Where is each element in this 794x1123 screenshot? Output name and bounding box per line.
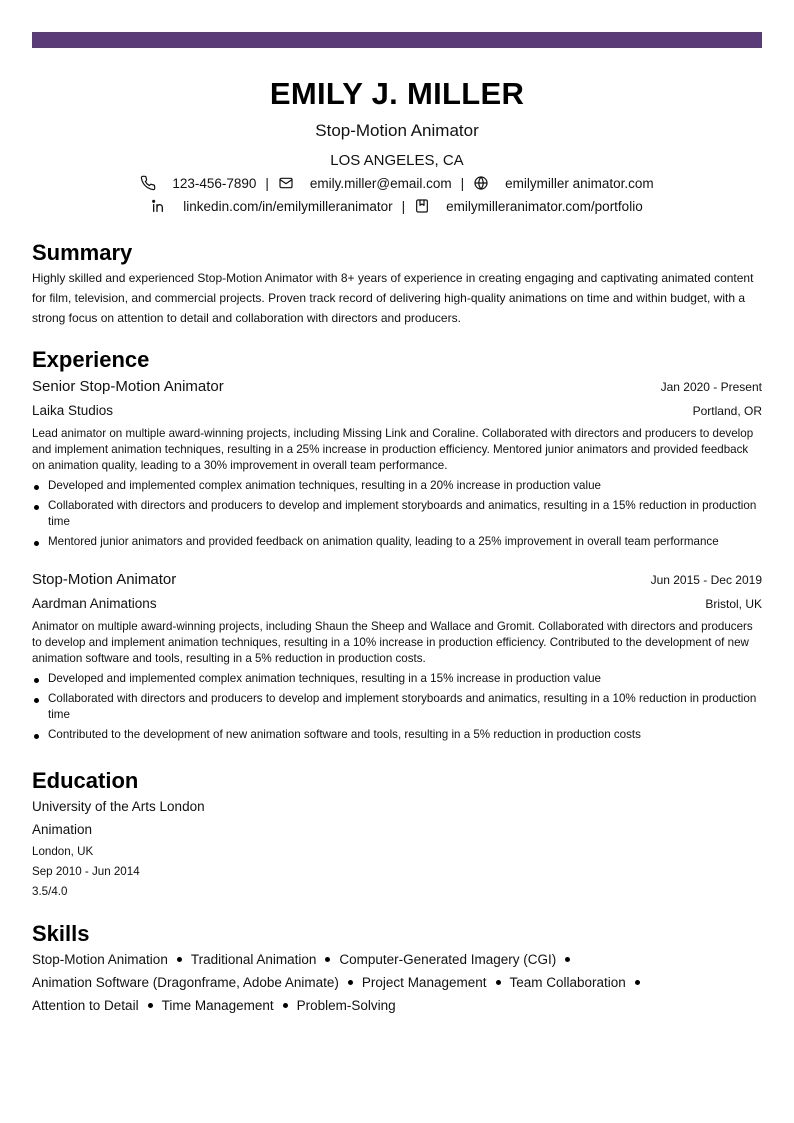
- bullet-dot: [635, 980, 640, 985]
- job-title: Senior Stop-Motion Animator: [32, 378, 224, 395]
- skills-line: [32, 952, 579, 967]
- candidate-name: EMILY J. MILLER: [269, 76, 525, 111]
- email-contact[interactable]: [278, 175, 452, 191]
- portfolio-contact[interactable]: [414, 198, 643, 214]
- job-dates: Jun 2015 - Dec 2019: [650, 573, 762, 587]
- contact-row-primary: [32, 173, 762, 193]
- bullet-dot: [565, 957, 570, 962]
- education-school: University of the Arts London: [32, 799, 205, 814]
- separator: |: [265, 175, 269, 191]
- accent-bar: [32, 32, 762, 48]
- skill-item: Time Management: [161, 998, 274, 1013]
- job-title: Stop-Motion Animator: [32, 571, 177, 588]
- skill-item: Attention to Detail: [32, 998, 139, 1013]
- summary-text: Highly skilled and experienced Stop-Motion Animator with 8+ years of experience in creating engaging and captivating animated content for film, television, and commercial projects. Proven track record of delivering high-quality animations on time and within budget, with a strong focus on attention to detail and collaboration with directors and producers.: [32, 271, 754, 325]
- mail-icon: [278, 175, 294, 191]
- bullet-item: Contributed to the development of new animation software and tools, resulting in a 5% reduction in production costs: [32, 727, 762, 743]
- phone-text: 123-456-7890: [172, 175, 257, 191]
- education-dates: Sep 2010 - Jun 2014: [32, 865, 140, 878]
- skill-item: Stop-Motion Animation: [32, 952, 168, 967]
- job-bullets: [32, 478, 762, 554]
- job-company: Laika Studios: [32, 403, 114, 418]
- bullet-dot: [177, 957, 182, 962]
- linkedin-icon: [151, 198, 167, 214]
- job-location: Bristol, UK: [705, 597, 762, 611]
- job-company: Aardman Animations: [32, 596, 157, 611]
- skill-item: Team Collaboration: [509, 975, 626, 990]
- bullet-item: Developed and implemented complex animation techniques, resulting in a 20% increase in production value: [32, 478, 762, 494]
- education-heading: Education: [32, 768, 139, 793]
- skills-line: [32, 975, 649, 990]
- email-text: emily.miller@email.com: [309, 175, 452, 191]
- separator: |: [401, 198, 406, 214]
- job-location: Portland, OR: [692, 404, 762, 418]
- linkedin-text: linkedin.com/in/emilymilleranimator: [183, 198, 393, 214]
- skill-item: Project Management: [361, 975, 487, 990]
- phone-icon: [140, 175, 156, 191]
- portfolio-text: emilymilleranimator.com/portfolio: [446, 198, 643, 214]
- candidate-title: Stop-Motion Animator: [315, 121, 479, 140]
- summary-heading: Summary: [32, 240, 133, 265]
- bullet-dot: [325, 957, 330, 962]
- website-contact[interactable]: [473, 175, 654, 191]
- job-description: Animator on multiple award-winning projects, including Shaun the Sheep and Wallace and Gromit. Collaborated with directors and producers to develop and implement animation techniques, resulting in a 10% increase in production efficiency. Contributed to the development of new animation software and tools, resulting in a 5% reduction in production costs.: [32, 620, 753, 665]
- contact-row-secondary: [32, 196, 762, 216]
- skill-item: Traditional Animation: [190, 952, 317, 967]
- experience-heading: Experience: [32, 347, 150, 372]
- skill-item: Computer-Generated Imagery (CGI): [339, 952, 557, 967]
- bullet-item: Developed and implemented complex animation techniques, resulting in a 15% increase in production value: [32, 671, 762, 687]
- job-bullets: [32, 671, 762, 747]
- linkedin-contact[interactable]: [151, 198, 392, 214]
- bullet-dot: [348, 980, 353, 985]
- education-degree: Animation: [32, 822, 93, 837]
- bullet-item: Mentored junior animators and provided feedback on animation quality, leading to a 25% improvement in overall team performance: [32, 534, 762, 550]
- bullet-item: Collaborated with directors and producers to develop and implement storyboards and animatics, resulting in a 10% reduction in production time: [32, 691, 762, 723]
- skill-item: Animation Software (Dragonframe, Adobe Animate): [32, 975, 339, 990]
- skills-line: [32, 998, 396, 1013]
- skills-heading: Skills: [32, 921, 90, 946]
- portfolio-icon: [414, 198, 430, 214]
- bullet-dot: [148, 1003, 153, 1008]
- job-description: Lead animator on multiple award-winning projects, including Missing Link and Coraline. Collaborated with directors and producers to develop and implement animation techniques, resulting in a 25% increase in production efficiency. Mentored junior animators and provided feedback on animation quality, leading to a 30% improvement in overall team performance.: [32, 427, 754, 472]
- education-location: London, UK: [32, 845, 94, 858]
- separator: |: [460, 175, 465, 191]
- globe-icon: [473, 175, 489, 191]
- education-gpa: 3.5/4.0: [32, 885, 68, 898]
- candidate-location: LOS ANGELES, CA: [330, 152, 464, 169]
- bullet-item: Collaborated with directors and producers to develop and implement storyboards and animatics, resulting in a 15% reduction in production time: [32, 498, 762, 530]
- bullet-dot: [496, 980, 501, 985]
- job-dates: Jan 2020 - Present: [660, 380, 762, 394]
- website-text: emilymiller animator.com: [505, 175, 654, 191]
- bullet-dot: [283, 1003, 288, 1008]
- skill-item: Problem-Solving: [296, 998, 396, 1013]
- phone-contact[interactable]: [140, 175, 256, 191]
